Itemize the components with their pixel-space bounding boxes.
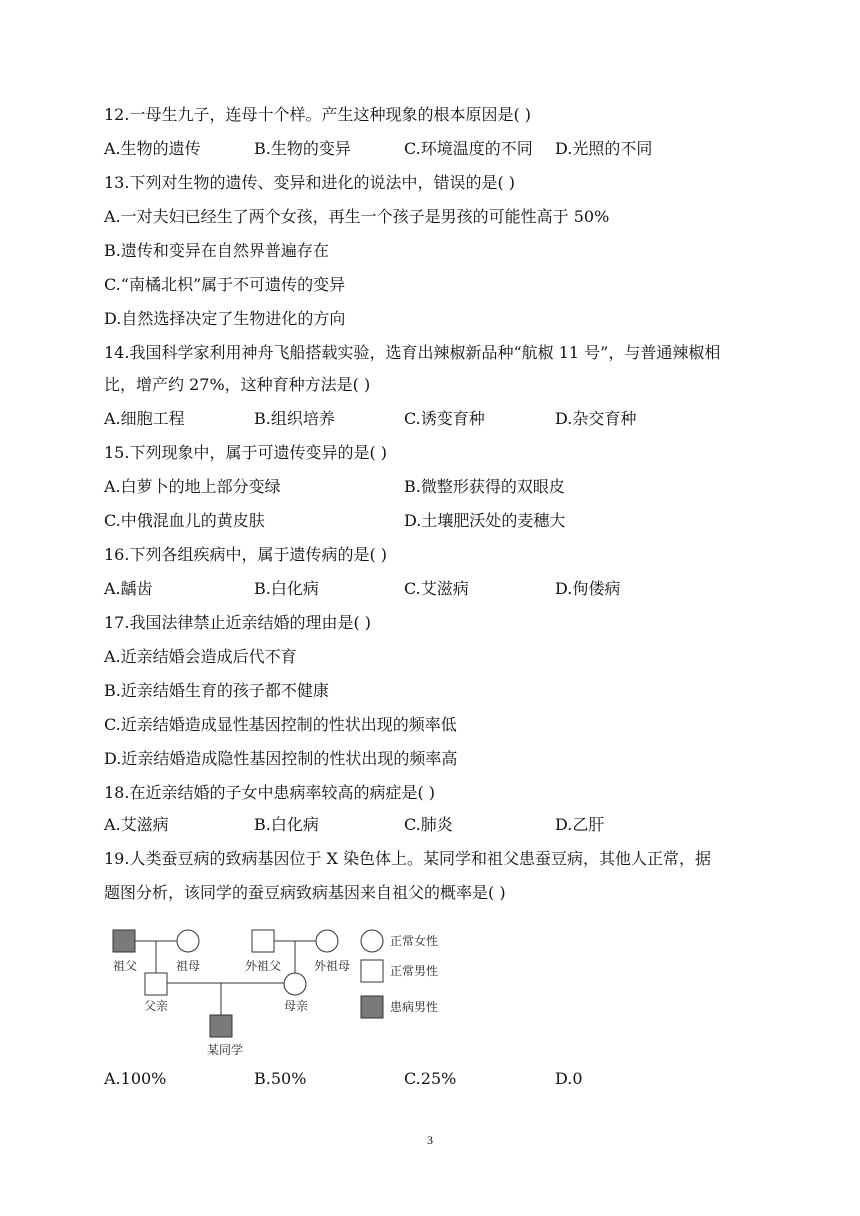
question-18-option-c: C.肺炎 xyxy=(404,815,453,834)
mother-normal-female-symbol xyxy=(284,973,306,995)
legend-normal-female-label: 正常女性 xyxy=(390,934,439,948)
question-16-option-d: D.佝偻病 xyxy=(555,579,621,598)
question-16-option-b: B.白化病 xyxy=(254,579,319,598)
pedigree-diagram xyxy=(108,923,468,1063)
student-label: 某同学 xyxy=(207,1043,244,1057)
question-12-option-d: D.光照的不同 xyxy=(555,139,653,158)
question-13-option-b: B.遗传和变异在自然界普遍存在 xyxy=(104,241,329,260)
maternal-grandmother-normal-female-symbol xyxy=(316,930,338,952)
student-affected-male-symbol xyxy=(210,1015,232,1037)
question-12-stem: 12.一母生九子，连母十个样。产生这种现象的根本原因是( ) xyxy=(104,105,532,124)
legend-normal-male-label: 正常男性 xyxy=(390,964,439,978)
question-19-option-b: B.50% xyxy=(254,1069,307,1088)
maternal-grandmother-label: 外祖母 xyxy=(314,959,351,973)
question-18-stem: 18.在近亲结婚的子女中患病率较高的病症是( ) xyxy=(104,783,436,802)
question-17-option-c: C.近亲结婚造成显性基因控制的性状出现的频率低 xyxy=(104,715,457,734)
question-13-stem: 13.下列对生物的遗传、变异和进化的说法中，错误的是( ) xyxy=(104,173,516,192)
grandfather-affected-male-symbol xyxy=(113,930,135,952)
question-14-option-b: B.组织培养 xyxy=(254,409,335,428)
question-16-stem: 16.下列各组疾病中，属于遗传病的是( ) xyxy=(104,545,388,564)
legend-normal-female-symbol xyxy=(361,930,383,952)
question-12-option-b: B.生物的变异 xyxy=(254,139,351,158)
question-17-stem: 17.我国法律禁止近亲结婚的理由是( ) xyxy=(104,613,372,632)
question-14-option-c: C.诱变育种 xyxy=(404,409,485,428)
question-13-option-c: C.“南橘北枳”属于不可遗传的变异 xyxy=(104,275,346,294)
question-16-option-c: C.艾滋病 xyxy=(404,579,469,598)
question-14-option-a: A.细胞工程 xyxy=(104,409,185,428)
legend-affected-male-label: 患病男性 xyxy=(390,1000,439,1014)
page-number: 3 xyxy=(427,1133,433,1147)
question-18-option-d: D.乙肝 xyxy=(555,815,605,834)
question-15-option-a: A.白萝卜的地上部分变绿 xyxy=(104,477,281,496)
grandmother-normal-female-symbol xyxy=(177,930,199,952)
question-19-option-a: A.100% xyxy=(104,1069,167,1088)
question-15-option-d: D.土壤肥沃处的麦穗大 xyxy=(404,511,566,530)
question-13-option-a: A.一对夫妇已经生了两个女孩，再生一个孩子是男孩的可能性高于 50% xyxy=(104,207,610,226)
question-15-option-b: B.微整形获得的双眼皮 xyxy=(404,477,565,496)
question-16-option-a: A.龋齿 xyxy=(104,579,153,598)
question-14-option-d: D.杂交育种 xyxy=(555,409,637,428)
question-19-option-d: D.0 xyxy=(555,1069,583,1088)
legend-normal-male-symbol xyxy=(361,960,383,982)
question-19-stem-line1: 19.人类蚕豆病的致病基因位于 X 染色体上。某同学和祖父患蚕豆病，其他人正常，据 xyxy=(104,849,712,868)
question-19-stem-line2: 题图分析，该同学的蚕豆病致病基因来自祖父的概率是( ) xyxy=(104,883,506,902)
father-label: 父亲 xyxy=(144,999,169,1013)
question-14-stem-line2: 比，增产约 27%，这种育种方法是( ) xyxy=(104,375,371,394)
question-15-stem: 15.下列现象中，属于可遗传变异的是( ) xyxy=(104,443,388,462)
question-14-stem-line1: 14.我国科学家利用神舟飞船搭载实验，选育出辣椒新品种“航椒 11 号”，与普通辣椒相 xyxy=(104,343,721,362)
question-12-option-c: C.环境温度的不同 xyxy=(404,139,533,158)
question-17-option-a: A.近亲结婚会造成后代不育 xyxy=(104,647,297,666)
question-19-option-c: C.25% xyxy=(404,1069,457,1088)
question-17-option-b: B.近亲结婚生育的孩子都不健康 xyxy=(104,681,329,700)
question-18-option-a: A.艾滋病 xyxy=(104,815,169,834)
mother-label: 母亲 xyxy=(284,999,309,1013)
legend-affected-male-symbol xyxy=(361,996,383,1018)
question-12-option-a: A.生物的遗传 xyxy=(104,139,201,158)
grandfather-label: 祖父 xyxy=(113,959,138,973)
question-15-option-c: C.中俄混血儿的黄皮肤 xyxy=(104,511,265,530)
father-normal-male-symbol xyxy=(145,973,167,995)
maternal-grandfather-normal-male-symbol xyxy=(252,930,274,952)
question-18-option-b: B.白化病 xyxy=(254,815,319,834)
maternal-grandfather-label: 外祖父 xyxy=(245,959,282,973)
question-17-option-d: D.近亲结婚造成隐性基因控制的性状出现的频率高 xyxy=(104,749,458,768)
question-13-option-d: D.自然选择决定了生物进化的方向 xyxy=(104,309,346,328)
grandmother-label: 祖母 xyxy=(176,959,201,973)
